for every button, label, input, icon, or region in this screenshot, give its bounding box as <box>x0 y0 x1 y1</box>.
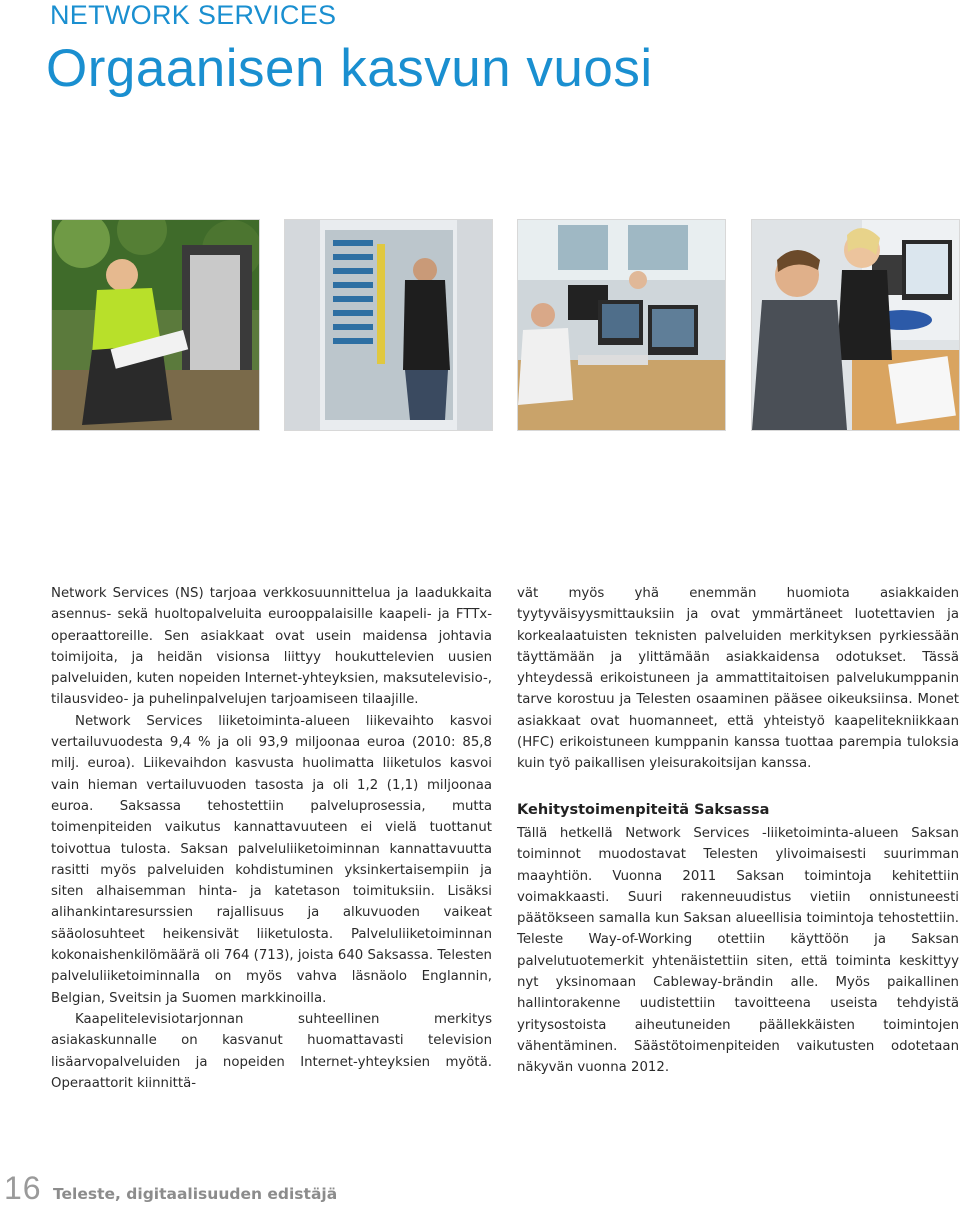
photo-technician-rack <box>284 219 493 431</box>
page-title: Orgaanisen kasvun vuosi <box>46 39 653 98</box>
body-paragraph: vät myös yhä enemmän huomiota asiakkaiden tyytyväisyysmittauksiin ja ovat ymmärtäneet luotettavien ja korkealaatuisten teknisten palveluiden merkityksen pyrkiessään täyttämään ja ylittämään asiakkaidensa odotukset. Tässä yhteydessä erikoistuneen ja ammattitaitoisen palvelukumppanin tarve korostuu ja Telesten osaaminen pääsee oikeuksiinsa. Monet asiakkaat ovat huomanneet, että yhteistyö kaapelitekniikkaan (HFC) erikoistuneen kumppanin kanssa tuottaa parempia tuloksia kuin työ paikallisen yleisurakoitsijan kanssa. <box>517 586 959 772</box>
body-column-left <box>51 583 492 1094</box>
body-paragraph: Network Services (NS) tarjoaa verkkosuunnittelua ja laadukkaita asennus- sekä huoltopalveluita eurooppalaisille kaapeli- ja FTTx-operaattoreille. Sen asiakkaat ovat usein maidensa johtavia toimijoita, ja heidän visionsa liittyy houkuttelevien uusien palveluiden, kuten nopeiden Internet-yhteyksien, maksutelevisio-, tilausvideo- ja puhelinpalvelujen tarjoamiseen tilaajille. <box>51 586 492 708</box>
body-paragraph: Tällä hetkellä Network Services -liiketoiminta-alueen Saksan toiminnot muodostavat Telesten ylivoimaisesti suurimman maayhtiön. Vuonna 2011 Saksan toimintoja kehitettiin voimakkaasti. Suuri rakenneuudistus vietiin onnistuneesti päätökseen samalla kun Saksan alueellisia toimintoja tehostettiin. Teleste Way-of-Working otettiin käyttöön ja Saksan palvelutuotemerkit yhtenäistettiin siten, että toiminta keskittyy nyt yksinomaan Cableway-brändin alle. Myös paikallinen hallintorakenne uudistettiin tavoitteena useista tehdyistä yritysostoista aiheutuneiden päällekkäisten toimintojen vähentäminen. Säästötoimenpiteiden vaikutusten odotetaan näkyvän vuonna 2012. <box>517 825 959 1076</box>
section-subheading: Kehitystoimenpiteitä Saksassa <box>517 801 770 818</box>
section-label: NETWORK SERVICES <box>50 0 337 30</box>
footer-title: Teleste, digitaalisuuden edistäjä <box>53 1185 338 1203</box>
photo-technician-outdoor <box>51 219 260 431</box>
photo-two-colleagues <box>751 219 960 431</box>
photo-office-workstations <box>517 219 726 431</box>
body-paragraph: Network Services liiketoiminta-alueen liikevaihto kasvoi vertailuvuodesta 9,4 % ja oli 93,9 miljoonaa euroa (2010: 85,8 milj. euroa). Liikevaihdon kasvusta huolimatta liiketulos kasvoi vain hieman vertailuvuoden tasosta ja oli 1,2 (1,1) miljoonaa euroa. Saksassa tehostettiin palveluprosessia, mutta toimenpiteiden vaikutus kannattavuuteen ei vielä tuottanut toivottua tulosta. Saksan palveluliiketoiminnan kannattavuutta rasitti myös palveluiden kohdistuminen yksinkertaisempiin ja siten alhaisemman hinta- ja katetason toimituksiin. Lisäksi alihankintaresurssien rajallisuus ja alkuvuoden vaikeat sääolosuhteet heikensivät liiketulosta. Palveluliiketoiminnan kokonaishenkilömäärä oli 764 (713), joista 640 Saksassa. Telesten palveluliiketoiminnalla on myös vahva läsnäolo Englannin, Belgian, Sveitsin ja Suomen markkinoilla. <box>51 713 492 1006</box>
page-number: 16 <box>4 1170 42 1206</box>
body-paragraph: Kaapelitelevisiotarjonnan suhteellinen merkitys asiakaskunnalle on kasvanut huomattavasti television lisäarvopalveluiden ja nopeiden Internet-yhteyksien myötä. Operaattorit kiinnittä- <box>51 1011 492 1091</box>
body-column-right <box>517 583 959 1079</box>
